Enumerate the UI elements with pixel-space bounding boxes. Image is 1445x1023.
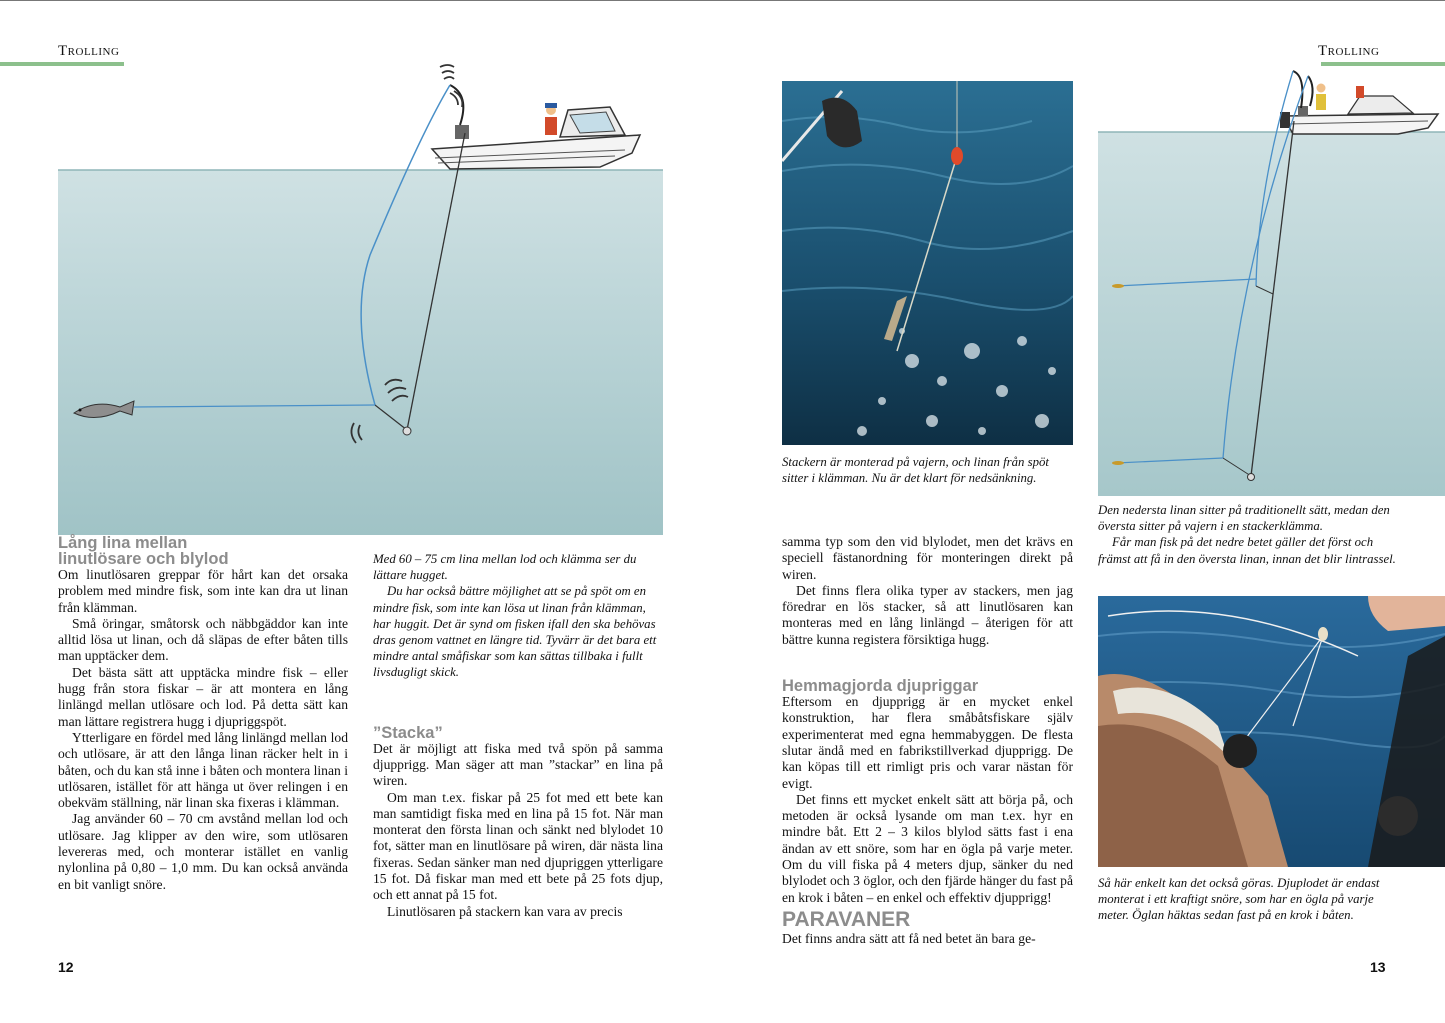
diagram-caption-left	[373, 551, 663, 681]
caption-text: Stackern är monterad på vajern, och linan från spöt sitter i klämman. Nu är det klart för nedsänkning.	[782, 455, 1049, 486]
caption-paragraph: Får man fisk på det nedre betet gäller det först och främst att få in den översta linan, innan det blir lintrassel.	[1098, 535, 1396, 566]
paragraph: Det är möjligt att fiska med två spön på samma djupprigg. Man säger att man ”stackar” en lina på wiren.	[373, 740, 663, 789]
stacker-photo	[782, 81, 1073, 445]
paragraph: Linutlösaren på stackern kan vara av precis	[387, 903, 623, 919]
caption-paragraph: Du har också bättre möjlighet att se på spöt om en mindre fisk, som inte kan lösa ut linan från klämman, har huggit. Det är synd om fisken ifall den ska behövas dras genom vattnet en längre tid. Tyvärr är det bara ett mindre antal småfiskar som kan sättas tillbaka i fullt livsdugligt skick.	[373, 584, 657, 680]
caption-text: Så här enkelt kan det också göras. Djuplodet är endast monterat i ett kraftigt snöre, som har en ögla på varje meter. Öglan häktas sedan fast på en krok i båten.	[1098, 876, 1380, 923]
heading-line-1: Lång lina mellan	[58, 534, 188, 552]
caption-paragraph: Den nedersta linan sitter på traditionellt sätt, medan den översta sitter på vajern i en stackerklämma.	[1098, 503, 1390, 534]
boat-right	[1280, 84, 1438, 135]
heading-hemmagjorda: Hemmagjorda djupriggar	[782, 677, 979, 696]
heading-line-2: linutlösare och blylod	[58, 550, 229, 568]
page-number-left: 12	[58, 959, 74, 975]
paragraph: Om linutlösaren greppar för hårt kan det orsaka problem med mindre fisk, som inte kan dra ut linan från klämman.	[58, 567, 348, 615]
running-head-right: Trolling	[1318, 43, 1380, 59]
page-number-right: 13	[1370, 959, 1386, 975]
heading-lang-lina	[58, 535, 348, 567]
paragraph: Det finns andra sätt att få ned betet än bara ge-	[782, 930, 1036, 946]
caption-paragraph: Med 60 – 75 cm lina mellan lod och klämma ser du lättare hugget.	[373, 552, 637, 583]
paragraph: Det bästa sätt att upptäcka mindre fisk – eller hugg från stora fiskar – är att montera en lång linlängd mellan utlösare och lod. På detta sätt kan man lättare registrera hugg i djupriggspöt.	[58, 664, 348, 729]
stacker-diagram-right	[1098, 66, 1445, 496]
water-area	[58, 170, 663, 535]
diagram-caption-right	[1098, 502, 1398, 567]
paragraph: Det finns flera olika typer av stackers, men jag föredrar en lös stacker, så att linutlösaren kan monteras med en lång linlängd – återigen för att bättre kunna registera försiktiga hugg.	[782, 582, 1073, 647]
left-column-1	[58, 535, 348, 893]
trolling-diagram-left	[40, 55, 670, 540]
photo-caption-downrigger	[1098, 875, 1398, 924]
heading-stacka: ”Stacka”	[373, 723, 443, 742]
heading-paravaner: PARAVANER	[782, 907, 911, 931]
top-rule	[0, 0, 1445, 1]
paragraph: Ytterligare en fördel med lång linlängd mellan lod och utlösare, är att den långa linan räcker helt in i båten, och du kan stå inne i båten och montera linan i utlösaren, istället för att hänga ut över relingen i en obekväm ställning, när linan ska fixeras i klämman.	[58, 729, 348, 811]
paragraph: samma typ som den vid blylodet, men det krävs en speciell fästanordning för monteringen direkt på wiren.	[782, 534, 1073, 582]
paragraph: Jag använder 60 – 70 cm avstånd mellan lod och utlösare. Jag klipper av den wire, som utlösaren levereras med, och monterar istället en vanlig nylonlina på 0,80 – 1,0 mm. Du kan också använda en bit vanligt snöre.	[58, 811, 348, 892]
right-column-1	[782, 534, 1073, 947]
photo-caption-stacker	[782, 454, 1074, 486]
paragraph: Om man t.ex. fiskar på 25 fot med ett bete kan man samtidigt fiska med en lina på 15 fot. När man monterat den första linan och sänkt ned blylodet 10 fot, sätter man en linutlösare på wiren, där nästa lina fixeras. Sedan sänker man ned djupriggen ytterligare 15 fot. Då fiskar man med ett bete på 25 fots djup, och ett annat på 15 fot.	[373, 789, 663, 903]
paragraph: Det finns ett mycket enkelt sätt att börja på, och metoden är också lysande om man t.ex. hyr en mindre båt. Ett 2 – 3 kilos blylod sätts fast i ena ändan av ett snöre, som har en ögla på varje meter. Om du vill fiska på 4 meters djup, sänker du ned blylodet och 3 öglor, och den fjärde hänger du fast på en krok i båten – en enkel och effektiv djupprigg!	[782, 791, 1073, 905]
running-head-left: Trolling	[58, 43, 120, 59]
paragraph: Eftersom en djupprigg är en mycket enkel konstruktion, har flera småbåtsfiskare själv experimenterat med egna hemmabyggen. De flesta slutar ändå med en fabrikstillverkad djupprigg. De kan köpas till ett rimligt pris och varar nästan för evigt.	[782, 694, 1073, 791]
downrigger-photo	[1098, 596, 1445, 867]
left-column-2	[373, 551, 663, 920]
paragraph: Små öringar, småtorsk och näbbgäddor kan inte alltid lösa ut linan, och då släpas de efter båten tills man upptäcker dem.	[58, 615, 348, 664]
